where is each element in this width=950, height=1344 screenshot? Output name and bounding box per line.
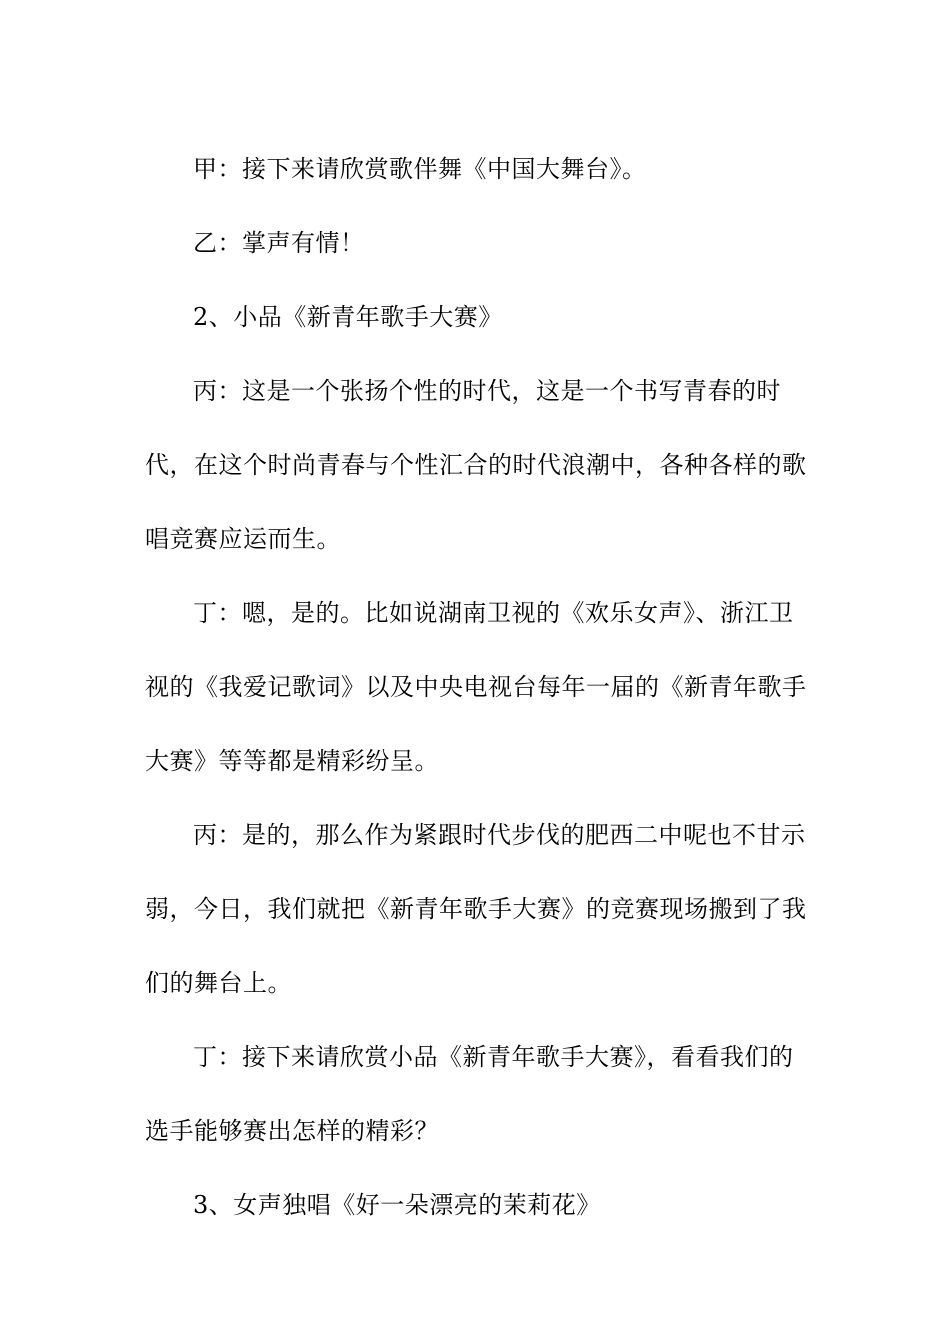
section-heading-sketch: 2、小品《新青年歌手大赛》 [193,303,503,331]
paragraph-applause: 乙：掌声有情！ [193,229,365,257]
paragraph-school-stage: 丙：是的，那么作为紧跟时代步伐的肥西二中呢也不甘示弱，今日，我们就把《新青年歌手大赛》的竞赛现场搬到了我们的舞台上。 [145,821,807,997]
section-heading-solo: 3、女声独唱《好一朵漂亮的茉莉花》 [193,1191,601,1219]
document-body [145,132,810,1242]
paragraph-singing-contests: 丁：嗯，是的。比如说湖南卫视的《欢乐女声》、浙江卫视的《我爱记歌词》以及中央电视台每年一届的《新青年歌手大赛》等等都是精彩纷呈。 [145,599,807,775]
paragraph-intro-dance: 甲：接下来请欣赏歌伴舞《中国大舞台》。 [193,155,647,183]
paragraph-era-of-personality: 丙：这是一个张扬个性的时代，这是一个书写青春的时代，在这个时尚青春与个性汇合的时代浪潮中，各种各样的歌唱竞赛应运而生。 [145,377,807,553]
paragraph-intro-sketch: 丁：接下来请欣赏小品《新青年歌手大赛》，看看我们的选手能够赛出怎样的精彩？ [145,1043,794,1145]
